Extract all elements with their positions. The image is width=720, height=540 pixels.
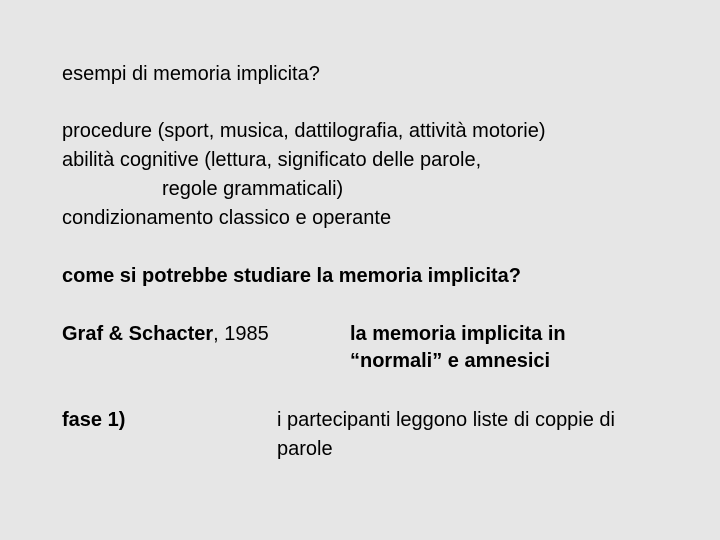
example-line: abilità cognitive (lettura, significato delle parole,	[62, 149, 482, 171]
study-year: , 1985	[213, 323, 269, 345]
heading-examples: esempi di memoria implicita?	[62, 63, 320, 85]
study-description-line: “normali” e amnesici	[350, 350, 551, 372]
study-authors: Graf & Schacter	[62, 323, 214, 345]
phase-label: fase 1)	[62, 409, 126, 431]
phase-text-line: parole	[277, 438, 333, 460]
example-line-continued: regole grammaticali)	[162, 178, 344, 200]
example-line: condizionamento classico e operante	[62, 207, 392, 229]
study-description-line: la memoria implicita in	[350, 323, 566, 345]
heading-study-question: come si potrebbe studiare la memoria implicita?	[62, 265, 522, 287]
study-citation	[62, 320, 269, 349]
example-line: procedure (sport, musica, dattilografia, attività motorie)	[62, 120, 546, 142]
phase-text-line: i partecipanti leggono liste di coppie di	[277, 409, 615, 431]
